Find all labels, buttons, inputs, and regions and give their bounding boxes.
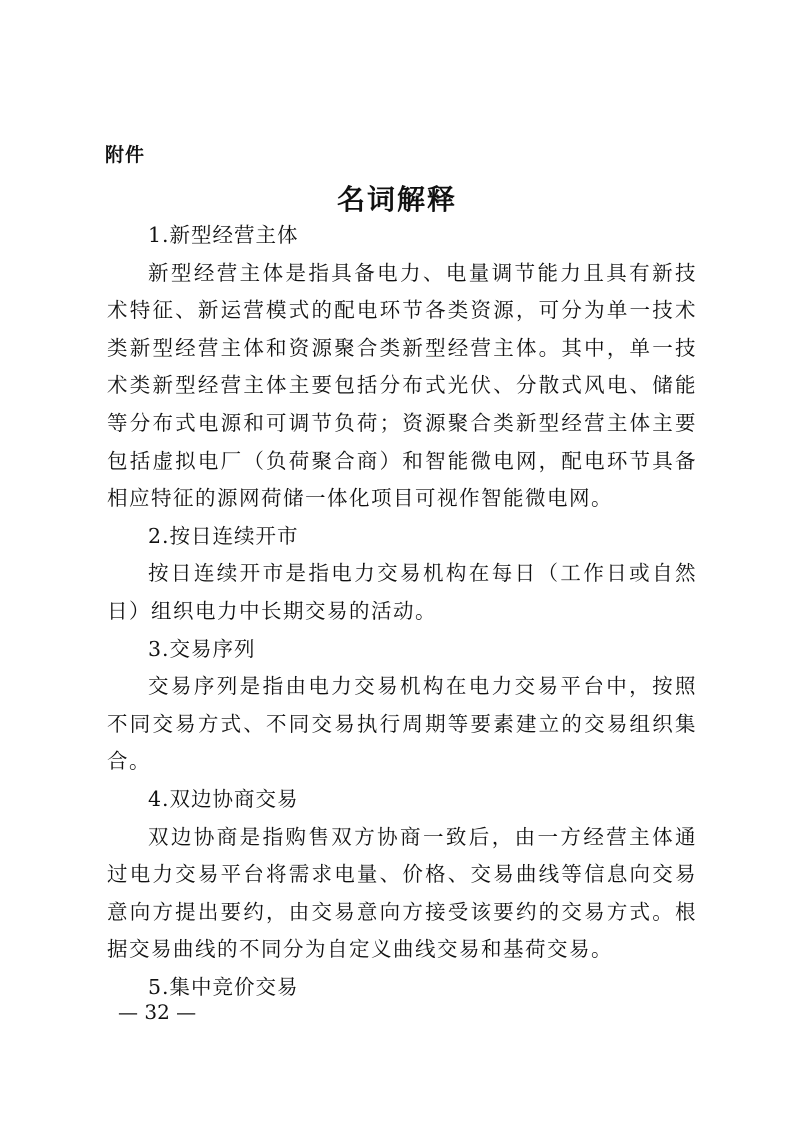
section-body-2: 按日连续开市是指电力交易机构在每日（工作日或自然日）组织电力中长期交易的活动。 xyxy=(107,561,697,623)
section-body-1: 新型经营主体是指具备电力、电量调节能力且具有新技术特征、新运营模式的配电环节各类资源，可分为单一技术类新型经营主体和资源聚合类新型经营主体。其中，单一技术类新型经营主体主要包括分布式光伏、分散式风电、储能等分布式电源和可调节负荷；资源聚合类新型经营主体主要包括虚拟电厂（负荷聚合商）和智能微电网，配电环节具备相应特征的源网荷储一体化项目可视作智能微电网。 xyxy=(107,260,697,511)
annex-label: 附件 xyxy=(105,144,146,166)
section-heading-5: 5.集中竞价交易 xyxy=(148,974,299,999)
section-body-4: 双边协商是指购售双方协商一致后，由一方经营主体通过电力交易平台将需求电量、价格、交易曲线等信息向交易意向方提出要约，由交易意向方接受该要约的交易方式。根据交易曲线的不同分为自定义曲线交易和基荷交易。 xyxy=(107,824,697,962)
document-title: 名词解释 xyxy=(336,183,457,216)
section-heading-2: 2.按日连续开市 xyxy=(148,523,299,548)
section-heading-3: 3.交易序列 xyxy=(148,636,256,661)
page-number: — 32 — xyxy=(118,1000,197,1024)
document-body xyxy=(107,217,697,1006)
section-heading-4: 4.双边协商交易 xyxy=(148,786,299,811)
section-body-3: 交易序列是指由电力交易机构在电力交易平台中，按照不同交易方式、不同交易执行周期等要素建立的交易组织集合。 xyxy=(107,674,697,774)
section-heading-1: 1.新型经营主体 xyxy=(148,223,299,247)
